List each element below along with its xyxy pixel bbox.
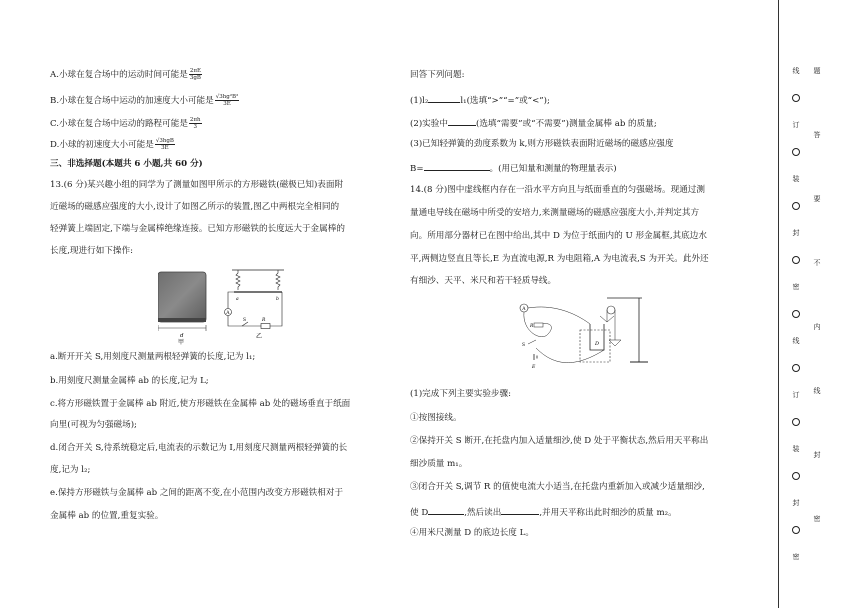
- frac-den: 3E: [161, 145, 169, 151]
- binding-char: 封: [792, 499, 800, 507]
- option-d-text: D.小球的初速度大小可能是: [50, 140, 154, 150]
- question-2: [410, 117, 657, 129]
- binding-hole-icon: [792, 418, 800, 426]
- binding-char: 装: [792, 445, 800, 453]
- binding-hole-icon: [792, 148, 800, 156]
- svg-text:R: R: [262, 318, 266, 323]
- frac-den: 3E: [223, 101, 231, 107]
- q14-line4: 平,两侧边竖直且等长,E 为直流电源,R 为电阻箱,A 为电流表,S 为开关。此外还: [410, 254, 709, 264]
- answer-blank[interactable]: [501, 506, 539, 515]
- notice-char: 内: [813, 323, 821, 331]
- svg-text:a: a: [236, 297, 239, 302]
- q1-suffix: l₁(选填“>”“=”或“<”);: [460, 96, 550, 106]
- spring-left: [236, 270, 240, 290]
- binding-hole-icon: [792, 256, 800, 264]
- binding-hole-icon: [792, 472, 800, 480]
- step-1: ①按图接线。: [410, 413, 462, 423]
- frac-num: 2πh: [189, 117, 201, 123]
- s6-suffix: ,并用天平称出此时细沙的质量 m₂。: [539, 508, 677, 518]
- step-a: a.断开开关 S,用刻度尺测量两根轻弹簧的长度,记为 l₁;: [50, 352, 256, 362]
- binding-char: 线: [792, 67, 800, 75]
- q14-line3: 向。所用部分器材已在图中给出,其中 D 为位于纸面内的 U 形金属框,其底边水: [410, 231, 707, 241]
- notice-char: 不: [813, 259, 821, 267]
- binding-line: [778, 0, 779, 608]
- figure-label-yi: 乙: [256, 333, 263, 340]
- binding-hole-icon: [792, 526, 800, 534]
- binding-hole-icon: [792, 94, 800, 102]
- frac-num: √3hg²B²: [215, 94, 239, 100]
- wire: [528, 307, 590, 324]
- binding-hole-icon: [792, 310, 800, 318]
- svg-text:E: E: [532, 365, 536, 370]
- binding-char: 密: [792, 553, 800, 561]
- step-b: b.用刻度尺测量金属棒 ab 的长度,记为 L;: [50, 376, 209, 386]
- notice-char: 线: [813, 387, 821, 395]
- answer-blank[interactable]: [428, 94, 460, 103]
- binding-char: 线: [792, 337, 800, 345]
- q14-figure: [512, 292, 660, 376]
- step-d-line1: d.闭合开关 S,待系统稳定后,电流表的示数记为 I,用刻度尺测量两根轻弹簧的长: [50, 443, 348, 453]
- fraction: [215, 94, 240, 107]
- step-2-line1: ②保持开关 S 断开,在托盘内加入适量细沙,使 D 处于平衡状态,然后用天平称出: [410, 436, 709, 446]
- binding-char: 封: [792, 229, 800, 237]
- option-d: [50, 138, 176, 151]
- option-b: [50, 94, 240, 107]
- q3-prefix: B=: [410, 164, 424, 174]
- step-c-line2: 向里(可视为匀强磁场);: [50, 420, 137, 430]
- svg-text:b: b: [276, 297, 279, 302]
- tray-icon: [609, 340, 621, 346]
- q14-line2: 量通电导线在磁场中所受的安培力,来测量磁场的磁感应强度大小,并判定其方: [410, 208, 700, 218]
- s6-prefix: 使 D: [410, 508, 429, 518]
- binding-hole-icon: [792, 364, 800, 372]
- option-c: [50, 117, 203, 130]
- step-e-line2: 金属棒 ab 的位置,重复实验。: [50, 511, 164, 521]
- binding-char: 订: [792, 391, 800, 399]
- question-3-answer: [410, 162, 617, 174]
- q2-prefix: (2)实验中: [410, 119, 448, 129]
- q3-suffix: 。(用已知量和测量的物理量表示): [489, 164, 617, 174]
- resistor-box: [534, 323, 543, 327]
- fraction: [189, 117, 202, 130]
- q2-suffix: (选填“需要”或“不需要”)测量金属棒 ab 的质量;: [475, 119, 657, 129]
- q13-line3: 轻弹簧上端固定,下端与金属棒绝缘连接。已知方形磁铁的长度远大于金属棒的: [50, 224, 345, 234]
- magnet-base: [158, 318, 206, 322]
- q13-line4: 长度,现进行如下操作:: [50, 246, 133, 256]
- notice-char: 答: [813, 131, 821, 139]
- step-3-line2: [410, 506, 677, 518]
- frac-num: 2πE: [189, 68, 201, 74]
- binding-hole-icon: [792, 202, 800, 210]
- option-b-text: B.小球在复合场中运动的加速度大小可能是: [50, 96, 214, 106]
- fraction: [189, 68, 202, 81]
- notice-char: 要: [813, 195, 821, 203]
- switch-icon: [528, 340, 536, 344]
- q13-figure: [158, 266, 316, 346]
- q1-prefix: (1)l₂: [410, 96, 429, 106]
- step-d-line2: 度,记为 l₂;: [50, 465, 91, 475]
- notice-char: 封: [813, 451, 821, 459]
- svg-text:A: A: [226, 311, 230, 316]
- resistor-icon: [261, 324, 270, 329]
- question-1: [410, 94, 550, 106]
- step-intro: (1)完成下列主要实验步骤:: [410, 389, 512, 399]
- step-c-line1: c.将方形磁铁置于金属棒 ab 附近,使方形磁铁在金属棒 ab 处的磁场垂直于纸面: [50, 399, 351, 409]
- dimension-label: d: [180, 333, 184, 339]
- notice-char: 题: [813, 67, 821, 75]
- magnet-shape: [158, 272, 206, 322]
- question-3: (3)已知轻弹簧的劲度系数为 k,则方形磁铁表面附近磁场的磁感应强度: [410, 139, 674, 149]
- step-4: ④用米尺测量 D 的底边长度 L。: [410, 528, 534, 538]
- option-a: [50, 68, 203, 81]
- frac-den: 3: [193, 124, 197, 130]
- answer-blank[interactable]: [448, 117, 476, 126]
- svg-text:D: D: [595, 341, 600, 347]
- spring-right: [276, 270, 280, 290]
- frac-num: √3hgB: [155, 138, 174, 144]
- svg-text:S: S: [522, 343, 526, 348]
- svg-text:S: S: [243, 318, 247, 323]
- pulley-icon: [607, 306, 615, 314]
- binding-char: 装: [792, 175, 800, 183]
- q14-line1: 14.(8 分)图中虚线框内存在一沿水平方向且与纸面垂直的匀强磁场。现通过测: [410, 185, 705, 195]
- answer-intro: 回答下列问题:: [410, 70, 465, 80]
- binding-char: 密: [792, 283, 800, 291]
- section-heading: 三、非选择题(本题共 6 小题,共 60 分): [50, 159, 203, 169]
- step-3-line1: ③闭合开关 S,调节 R 的值使电流大小适当,在托盘内重新加入或减少适量细沙,: [410, 482, 705, 492]
- fraction: [155, 138, 175, 151]
- frac-den: 3gB: [189, 75, 201, 81]
- figure-label-jia: 甲: [178, 339, 185, 346]
- option-c-text: C.小球在复合场中运动的路程可能是: [50, 119, 188, 129]
- step-2-line2: 细沙质量 m₁。: [410, 459, 468, 469]
- answer-blank[interactable]: [424, 162, 490, 171]
- svg-text:A: A: [522, 307, 526, 312]
- q13-line1: 13.(6 分)某兴趣小组的同学为了测量如图甲所示的方形磁铁(磁极已知)表面附: [50, 180, 344, 190]
- notice-char: 密: [813, 515, 821, 523]
- binding-char: 订: [792, 121, 800, 129]
- step-e-line1: e.保持方形磁铁与金属棒 ab 之间的距离不变,在小范围内改变方形磁铁相对于: [50, 488, 344, 498]
- svg-text:R: R: [530, 324, 534, 329]
- option-a-text: A.小球在复合场中的运动时间可能是: [50, 70, 188, 80]
- q13-line2: 近磁场的磁感应强度的大小,设计了如图乙所示的装置,图乙中两根完全相同的: [50, 202, 340, 212]
- q14-line5: 有细沙、天平、米尺和若干轻质导线。: [410, 276, 557, 286]
- answer-blank[interactable]: [428, 506, 464, 515]
- s6-mid: ,然后读出: [464, 508, 502, 518]
